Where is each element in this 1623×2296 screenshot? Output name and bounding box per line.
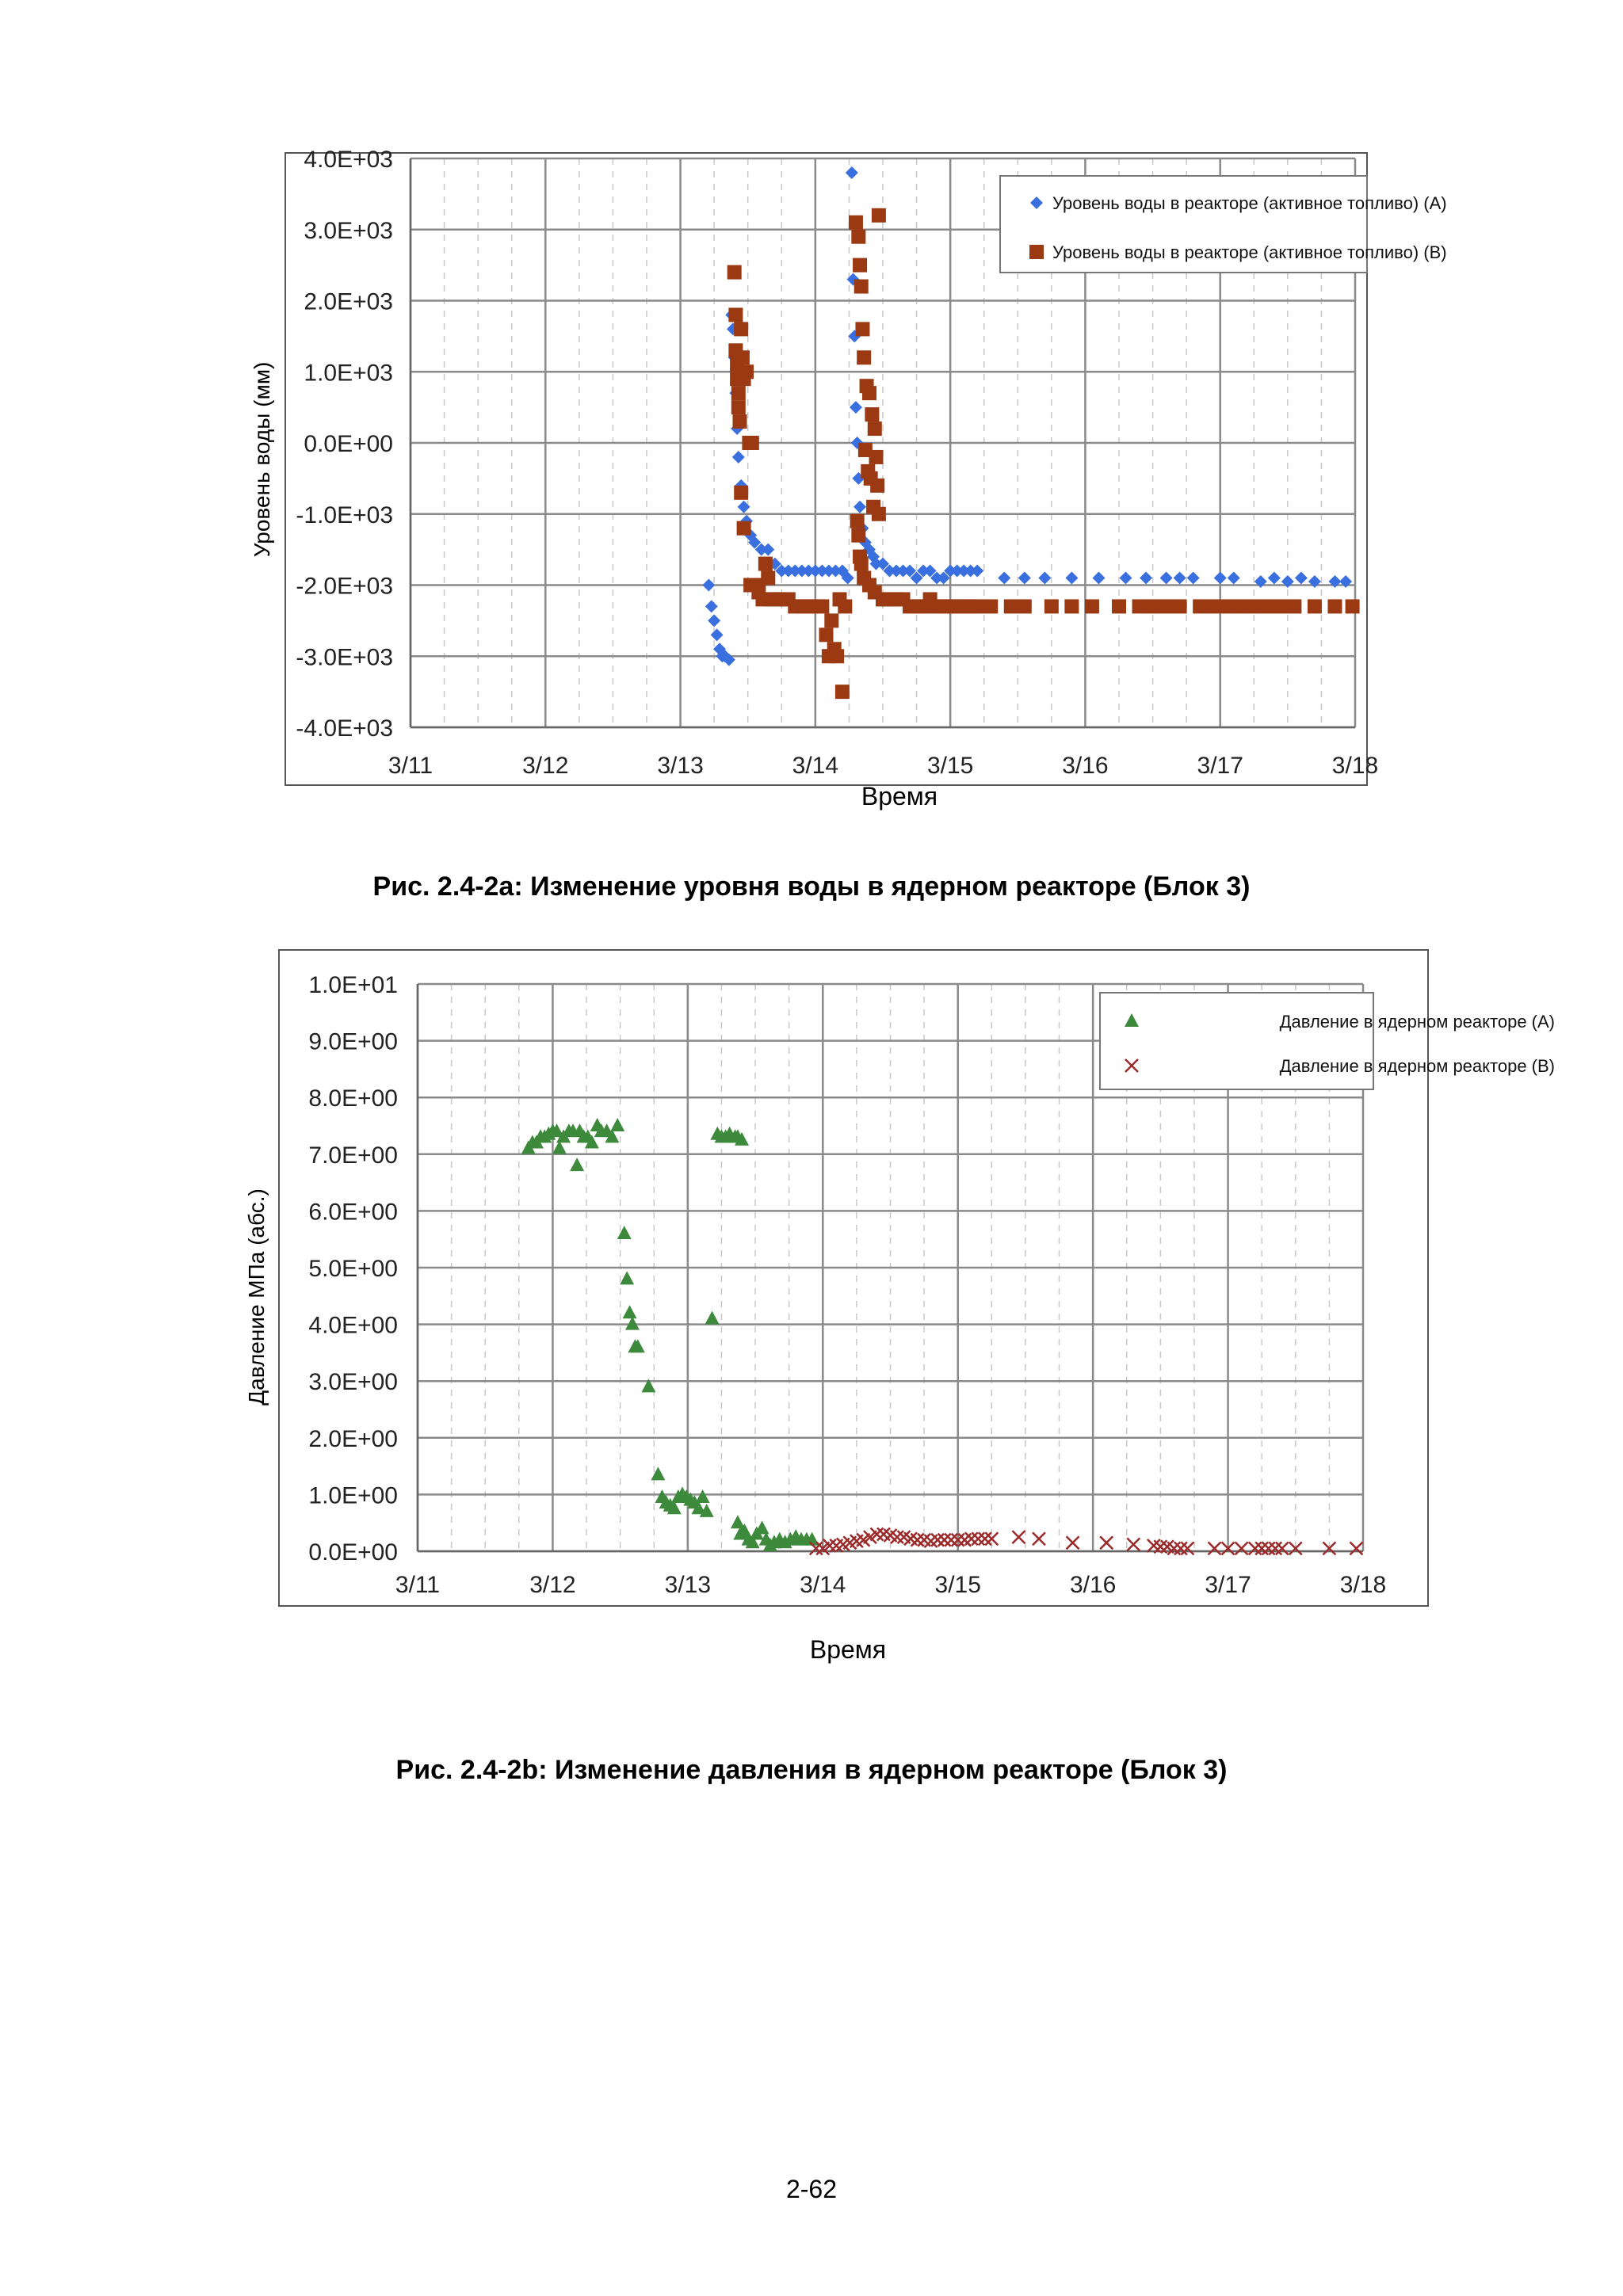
data-point (1274, 599, 1288, 613)
legend-marker (1029, 245, 1044, 259)
data-point (1233, 599, 1247, 613)
chart-b-ylabel: Давление МПа (абс.) (244, 1188, 269, 1405)
data-point (850, 514, 865, 528)
data-point (745, 436, 759, 450)
data-point (835, 685, 850, 699)
y-tick-label: 1.0E+01 (308, 972, 398, 998)
data-point (761, 571, 775, 585)
data-point (983, 599, 998, 613)
data-point (728, 307, 743, 322)
data-point (1287, 599, 1301, 613)
chart-b-legend (1100, 993, 1555, 1089)
chart-a-legend (1000, 176, 1447, 273)
data-point (1064, 599, 1079, 613)
y-tick-label: 0.0E+00 (304, 431, 393, 457)
data-point (970, 599, 984, 613)
y-tick-label: 9.0E+00 (308, 1028, 398, 1055)
data-point (1112, 599, 1126, 613)
legend-label: Уровень воды в реакторе (активное топливо) (B) (1052, 242, 1447, 262)
data-point (1146, 599, 1160, 613)
data-point (1132, 599, 1147, 613)
x-tick-label: 3/13 (664, 1572, 712, 1598)
data-point (854, 280, 869, 294)
data-point (1308, 599, 1322, 613)
data-point (737, 521, 751, 536)
y-tick-label: 2.0E+00 (308, 1425, 398, 1452)
y-tick-label: 7.0E+00 (308, 1142, 398, 1169)
y-tick-label: 3.0E+00 (308, 1369, 398, 1396)
data-point (732, 414, 747, 429)
data-point (1044, 599, 1059, 613)
legend-label: Давление в ядерном реакторе (B) (1279, 1056, 1555, 1076)
data-point (815, 599, 829, 613)
figure-b-caption: Рис. 2.4-2b: Изменение давления в ядерном реакторе (Блок 3) (395, 1755, 1228, 1785)
x-tick-label: 3/13 (657, 753, 704, 779)
x-tick-label: 3/14 (792, 753, 839, 779)
y-tick-label: 1.0E+00 (308, 1482, 398, 1509)
y-tick-label: 5.0E+00 (308, 1256, 398, 1282)
data-point (1193, 599, 1207, 613)
data-point (1247, 599, 1261, 613)
data-point (1004, 599, 1018, 613)
data-point (865, 407, 879, 421)
data-point (864, 471, 878, 486)
y-tick-label: 4.0E+03 (304, 147, 393, 173)
data-point (731, 386, 746, 400)
x-tick-label: 3/15 (934, 1572, 981, 1598)
data-point (1173, 599, 1187, 613)
data-point (857, 350, 871, 364)
x-tick-label: 3/18 (1339, 1572, 1387, 1598)
chart-a-xlabel: Время (861, 782, 938, 810)
x-tick-label: 3/17 (1197, 753, 1243, 779)
y-tick-label: -3.0E+03 (296, 644, 393, 671)
chart-b-xlabel: Время (809, 1635, 887, 1664)
data-point (734, 486, 748, 500)
y-tick-label: 0.0E+00 (308, 1539, 398, 1566)
page-number: 2-62 (785, 2175, 838, 2203)
data-point (853, 258, 867, 273)
figure-a-caption: Рис. 2.4-2a: Изменение уровня воды в ядерном реакторе (Блок 3) (372, 871, 1251, 902)
data-point (1159, 599, 1174, 613)
data-point (758, 557, 773, 571)
pressure-chart (0, 935, 1623, 1680)
chart-a-ylabel: Уровень воды (мм) (250, 361, 274, 558)
data-point (858, 443, 873, 457)
x-tick-label: 3/12 (529, 1572, 576, 1598)
water-level-chart (0, 0, 1623, 871)
y-tick-label: 3.0E+03 (304, 217, 393, 244)
data-point (855, 322, 869, 336)
x-tick-label: 3/11 (388, 753, 433, 779)
y-tick-label: 4.0E+00 (308, 1312, 398, 1339)
data-point (854, 557, 869, 571)
y-tick-label: 1.0E+03 (304, 360, 393, 387)
data-point (731, 400, 746, 414)
y-tick-label: -2.0E+03 (296, 573, 393, 600)
data-point (1018, 599, 1032, 613)
x-tick-label: 3/16 (1069, 1572, 1117, 1598)
data-point (1085, 599, 1099, 613)
data-point (734, 322, 748, 336)
data-point (849, 215, 863, 230)
x-tick-label: 3/17 (1205, 1572, 1251, 1598)
data-point (838, 599, 852, 613)
data-point (851, 230, 865, 244)
y-tick-label: -1.0E+03 (296, 502, 393, 528)
legend-label: Уровень воды в реакторе (активное топливо) (A) (1052, 193, 1447, 213)
data-point (866, 500, 880, 514)
data-point (1220, 599, 1234, 613)
y-tick-label: 6.0E+00 (308, 1199, 398, 1226)
data-point (1260, 599, 1274, 613)
data-point (727, 265, 742, 280)
y-tick-label: -4.0E+03 (296, 715, 393, 742)
data-point (1206, 599, 1220, 613)
data-point (739, 364, 754, 379)
y-tick-label: 2.0E+03 (304, 288, 393, 315)
x-tick-label: 3/12 (522, 753, 569, 779)
legend-label: Давление в ядерном реакторе (A) (1279, 1012, 1555, 1032)
y-tick-label: 8.0E+00 (308, 1085, 398, 1112)
data-point (868, 421, 882, 436)
data-point (819, 627, 833, 642)
data-point (872, 208, 886, 223)
data-point (830, 649, 844, 663)
data-point (851, 528, 865, 543)
data-point (735, 350, 750, 364)
x-tick-label: 3/15 (926, 753, 974, 779)
data-point (1346, 599, 1360, 613)
x-tick-label: 3/11 (395, 1572, 441, 1598)
data-point (862, 386, 876, 400)
data-point (1327, 599, 1342, 613)
x-tick-label: 3/16 (1062, 753, 1109, 779)
x-tick-label: 3/18 (1331, 753, 1379, 779)
data-point (824, 613, 838, 627)
x-tick-label: 3/14 (800, 1572, 846, 1598)
